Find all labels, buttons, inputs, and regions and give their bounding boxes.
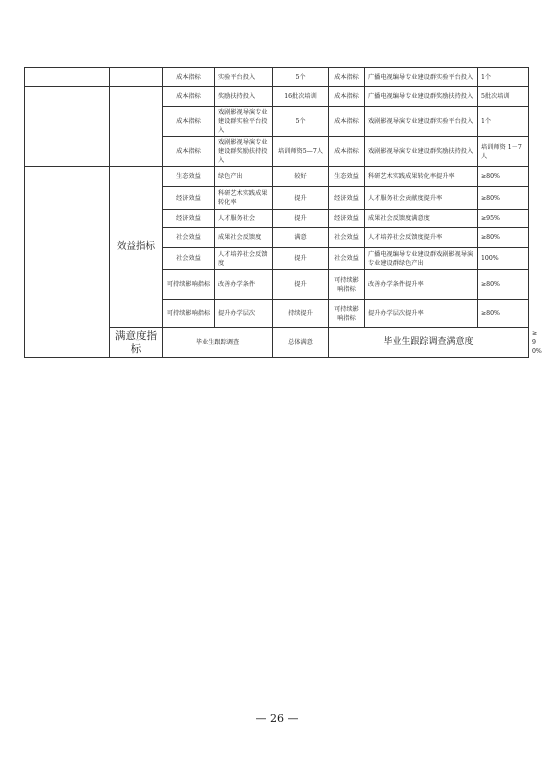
indicator-target: 1个 [478, 107, 529, 137]
table-row [25, 68, 529, 87]
indicator-description: 戏剧影视导演专业建设群实验平台投入 [365, 107, 478, 137]
table-row [25, 87, 529, 107]
indicator-category: 成本指标 [163, 87, 215, 107]
indicator-description: 科研艺术实践成果转化率提升率 [365, 167, 478, 187]
indicator-target: ≥80% [478, 228, 529, 248]
indicator-target: 5批次培训 [478, 87, 529, 107]
indicator-category-2: 经济效益 [329, 187, 365, 210]
indicator-category-2: 可持续影响指标 [329, 300, 365, 328]
indicator-value: 提升 [273, 270, 329, 300]
indicator-category: 生态效益 [163, 167, 215, 187]
indicator-value: 较好 [273, 167, 329, 187]
indicator-value: 持续提升 [273, 300, 329, 328]
blank-cell-2 [110, 68, 163, 87]
indicator-target: ≥95% [478, 210, 529, 228]
indicator-description: 广播电视编导专业建设群奖励扶持投入 [365, 87, 478, 107]
indicator-target: 100% [478, 248, 529, 270]
satisfaction-label: 满意度指标 [110, 328, 163, 358]
indicator-description: 提升办学层次提升率 [365, 300, 478, 328]
indicator-category: 可持续影响指标 [163, 270, 215, 300]
blank-cell-1 [25, 68, 110, 87]
indicator-category-2: 成本指标 [329, 137, 365, 167]
indicator-value: 提升 [273, 187, 329, 210]
satisfaction-indicator: 毕业生跟踪调查满意度 [329, 328, 529, 358]
indicator-item: 成果社会反馈度 [215, 228, 273, 248]
blank-merged-cell-2 [110, 87, 163, 167]
indicator-target: 培训师资 1－7人 [478, 137, 529, 167]
indicator-target: ≥80% [478, 167, 529, 187]
indicator-category: 成本指标 [163, 68, 215, 87]
indicator-category-2: 成本指标 [329, 107, 365, 137]
indicator-category: 经济效益 [163, 210, 215, 228]
indicator-target: ≥80% [478, 270, 529, 300]
indicator-category-2: 成本指标 [329, 87, 365, 107]
indicator-description: 人才培养社会反馈度提升率 [365, 228, 478, 248]
indicator-value: 提升 [273, 210, 329, 228]
indicator-item: 实验平台投入 [215, 68, 273, 87]
indicator-description: 广播电视编导专业建设群实验平台投入 [365, 68, 478, 87]
indicator-item: 奖励扶持投入 [215, 87, 273, 107]
indicator-category-2: 成本指标 [329, 68, 365, 87]
indicator-category: 经济效益 [163, 187, 215, 210]
effect-indicator-label: 效益指标 [110, 167, 163, 328]
indicator-category: 社会效益 [163, 228, 215, 248]
indicator-value: 培训师资5—7人 [273, 137, 329, 167]
indicator-description: 改善办学条件提升率 [365, 270, 478, 300]
indicator-target: 1个 [478, 68, 529, 87]
indicator-item: 提升办学层次 [215, 300, 273, 328]
indicator-item: 人才培养社会反馈度 [215, 248, 273, 270]
indicator-target: ≥80% [478, 300, 529, 328]
indicator-value: 5个 [273, 68, 329, 87]
indicator-value: 满意 [273, 228, 329, 248]
indicator-category-2: 经济效益 [329, 210, 365, 228]
satisfaction-row: 满意度指标 毕业生跟踪调查 总体满意 毕业生跟踪调查满意度 ≥90% [25, 328, 529, 358]
indicator-item: 戏剧影视导演专业建设群实验平台投入 [215, 107, 273, 137]
indicator-category: 可持续影响指标 [163, 300, 215, 328]
indicator-target: ≥80% [478, 187, 529, 210]
satisfaction-value: 总体满意 [273, 328, 329, 358]
indicator-category: 成本指标 [163, 107, 215, 137]
indicator-value: 提升 [273, 248, 329, 270]
blank-merged-cell [25, 87, 110, 167]
satisfaction-item: 毕业生跟踪调查 [163, 328, 273, 358]
indicator-description: 戏剧影视导演专业建设群奖励扶持投入 [365, 137, 478, 167]
indicator-item: 科研艺术实践成果转化率 [215, 187, 273, 210]
page-number: — 26 — [255, 712, 299, 725]
indicator-category: 社会效益 [163, 248, 215, 270]
indicator-item: 改善办学条件 [215, 270, 273, 300]
table-row [25, 167, 529, 187]
indicator-category-2: 社会效益 [329, 228, 365, 248]
indicator-category-2: 生态效益 [329, 167, 365, 187]
indicator-category-2: 可持续影响指标 [329, 270, 365, 300]
indicator-description: 广播电视编导专业建设群戏剧影视导演专业建设群绿色产出 [365, 248, 478, 270]
performance-indicator-table [24, 67, 542, 358]
indicator-value: 16批次培训 [273, 87, 329, 107]
indicator-description: 成果社会反馈度满意度 [365, 210, 478, 228]
indicator-item: 人才服务社会 [215, 210, 273, 228]
blank-merged-cell-3 [25, 167, 110, 358]
indicator-category-2: 社会效益 [329, 248, 365, 270]
indicator-description: 人才服务社会贡献度提升率 [365, 187, 478, 210]
indicator-item: 戏剧影视导演专业建设群奖励扶持投入 [215, 137, 273, 167]
indicator-category: 成本指标 [163, 137, 215, 167]
indicator-value: 5个 [273, 107, 329, 137]
indicator-item: 绿色产出 [215, 167, 273, 187]
